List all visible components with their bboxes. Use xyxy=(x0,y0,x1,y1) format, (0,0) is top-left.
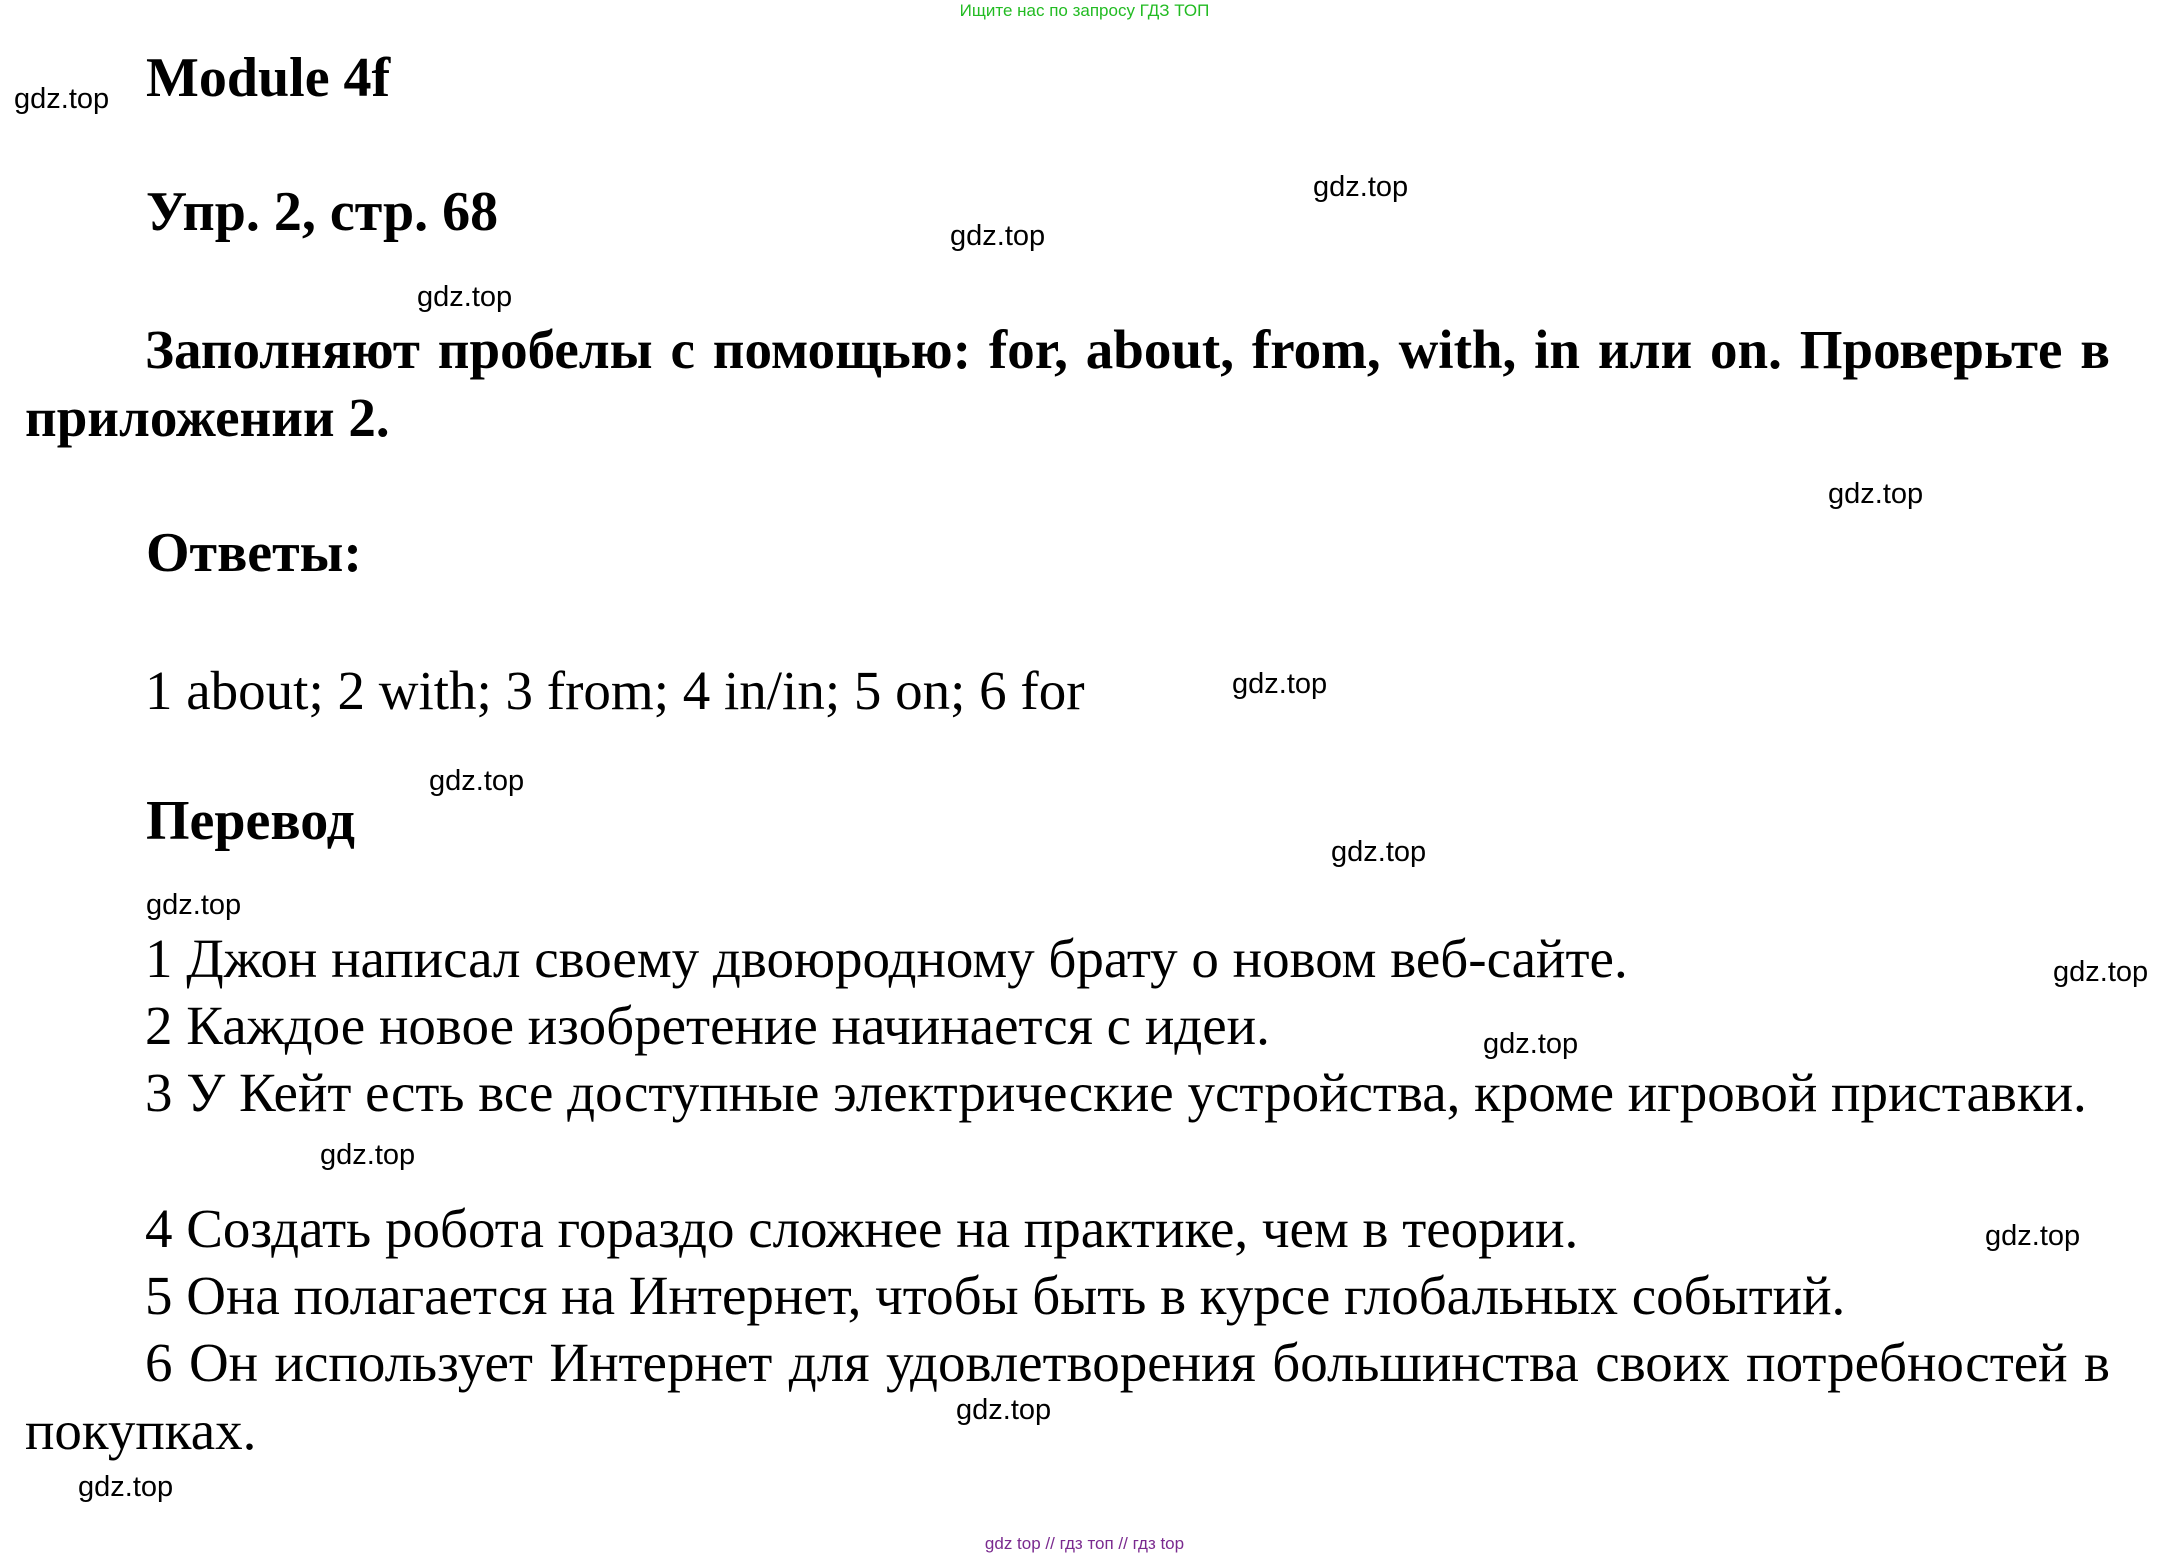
watermark: gdz.top xyxy=(1985,1220,2081,1252)
module-title: Module 4f xyxy=(146,47,391,109)
watermark: gdz.top xyxy=(2053,956,2149,988)
translation-line-3: 3 У Кейт есть все доступные электрические устройства, кроме игровой приставки. xyxy=(145,1062,2087,1123)
top-banner: Ищите нас по запросу ГДЗ ТОП xyxy=(959,1,1210,20)
exercise-reference: Упр. 2, стр. 68 xyxy=(146,181,499,243)
bottom-banner: gdz top // гдз топ // гдз top xyxy=(984,1534,1185,1553)
translation-heading: Перевод xyxy=(146,790,355,852)
watermark: gdz.top xyxy=(956,1394,1052,1426)
translation-line-6: 6 Он использует Интернет для удовлетворения большинства своих потребностей в покупках. xyxy=(25,1332,2110,1461)
translation-line-1: 1 Джон написал своему двоюродному брату о новом веб-сайте. xyxy=(145,928,1628,989)
answers-text: 1 about; 2 with; 3 from; 4 in/in; 5 on; 6 for xyxy=(145,660,1085,721)
watermark: gdz.top xyxy=(1331,836,1427,868)
translation-line-2: 2 Каждое новое изобретение начинается с идеи. xyxy=(145,995,1270,1056)
watermark: gdz.top xyxy=(1828,478,1924,510)
watermark: gdz.top xyxy=(417,281,513,313)
watermark: gdz.top xyxy=(950,220,1046,252)
watermark: gdz.top xyxy=(320,1139,416,1171)
watermark: gdz.top xyxy=(146,889,242,921)
translation-line-5: 5 Она полагается на Интернет, чтобы быть в курсе глобальных событий. xyxy=(145,1265,1846,1326)
translation-line-4: 4 Создать робота гораздо сложнее на практике, чем в теории. xyxy=(145,1198,1579,1259)
watermark: gdz.top xyxy=(1313,171,1409,203)
watermark: gdz.top xyxy=(1483,1028,1579,1060)
watermark: gdz.top xyxy=(429,765,525,797)
watermark: gdz.top xyxy=(14,83,110,115)
watermark: gdz.top xyxy=(1232,668,1328,700)
answers-heading: Ответы: xyxy=(146,522,363,584)
task-text: Заполняют пробелы с помощью: for, about, from, with, in или on. Проверьте в приложении 2. xyxy=(25,319,2110,448)
watermark: gdz.top xyxy=(78,1471,174,1503)
